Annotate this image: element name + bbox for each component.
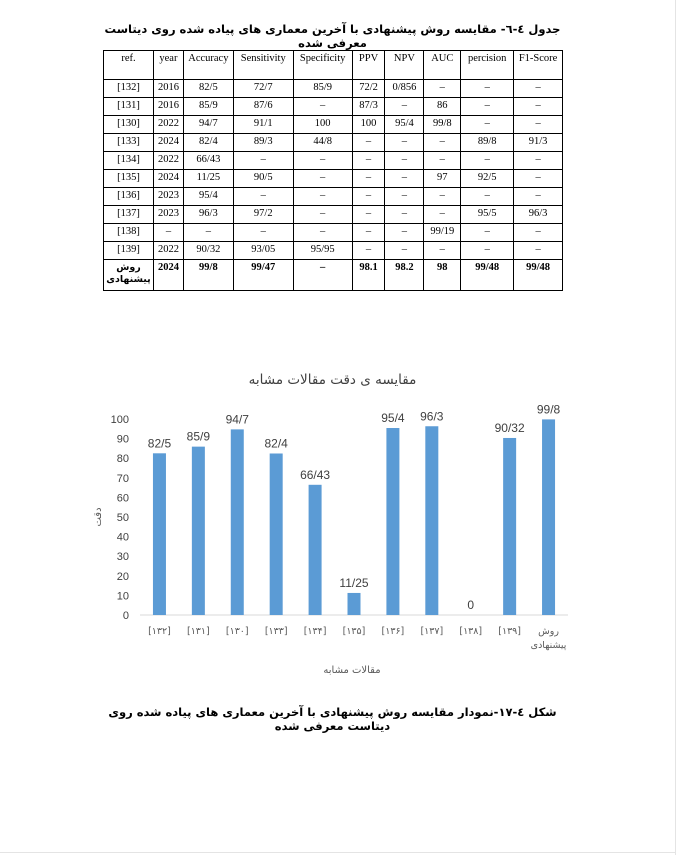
cell-year: 2022 [153, 116, 183, 134]
cell-sensitivity: 93/05 [233, 242, 293, 260]
cell-auc: – [424, 80, 461, 98]
x-tick-label: [۱۳۸] [459, 626, 483, 637]
bar [542, 419, 555, 615]
bar-value-label: 85/9 [186, 429, 211, 444]
cell-year: 2022 [153, 242, 183, 260]
cell-accuracy: 99/8 [183, 260, 233, 291]
cell-npv: – [385, 224, 424, 242]
cell-sensitivity: 89/3 [233, 134, 293, 152]
y-tick-label: 40 [116, 531, 129, 544]
cell-year: 2024 [153, 170, 183, 188]
x-tick-label: [۱۳۹] [498, 626, 522, 637]
cell-npv: 98.2 [385, 260, 424, 291]
cell-ref: [136] [104, 188, 154, 206]
x-tick-label: [۱۳۵] [342, 626, 366, 637]
header-precision: percision [461, 51, 514, 80]
cell-auc: – [424, 206, 461, 224]
cell-auc: – [424, 188, 461, 206]
bar-value-label: 99/8 [536, 402, 561, 417]
cell-specificity: 85/9 [293, 80, 352, 98]
cell-f1-score: 99/48 [514, 260, 563, 291]
cell-precision: 99/48 [461, 260, 514, 291]
x-tick-label: [۱۳۶] [381, 626, 405, 637]
cell-sensitivity: 72/7 [233, 80, 293, 98]
bar [270, 453, 283, 615]
cell-auc: – [424, 242, 461, 260]
cell-npv: – [385, 242, 424, 260]
cell-ref: روش پیشنهادی [104, 260, 154, 291]
y-tick-label: 0 [122, 610, 129, 622]
y-tick-label: 90 [116, 433, 129, 446]
cell-year: 2024 [153, 134, 183, 152]
bar-value-label: 94/7 [225, 412, 249, 427]
cell-sensitivity: 90/5 [233, 170, 293, 188]
cell-sensitivity: 91/1 [233, 116, 293, 134]
cell-accuracy: 82/4 [183, 134, 233, 152]
cell-ppv: – [352, 188, 385, 206]
header-auc: AUC [424, 51, 461, 80]
y-tick-label: 60 [116, 492, 129, 505]
cell-year: – [153, 224, 183, 242]
y-tick-label: 70 [116, 472, 129, 485]
y-tick-label: 80 [116, 453, 129, 466]
cell-accuracy: 90/32 [183, 242, 233, 260]
cell-accuracy: 11/25 [183, 170, 233, 188]
cell-sensitivity: 87/6 [233, 98, 293, 116]
cell-precision: 89/8 [461, 134, 514, 152]
bar-value-label: 82/4 [264, 436, 288, 451]
cell-accuracy: 85/9 [183, 98, 233, 116]
bar-value-label: 82/5 [147, 436, 172, 451]
cell-specificity: – [293, 260, 352, 291]
bar [386, 428, 399, 615]
bar [309, 485, 322, 615]
x-tick-label: [۱۳۷] [420, 626, 444, 637]
bar-value-label: 95/4 [381, 411, 405, 426]
cell-year: 2016 [153, 98, 183, 116]
header-accuracy: Accuracy [183, 51, 233, 80]
x-tick-label: [۱۳۳] [264, 626, 288, 637]
cell-year: 2024 [153, 260, 183, 291]
y-tick-label: 100 [110, 414, 129, 426]
cell-ppv: – [352, 242, 385, 260]
cell-specificity: – [293, 170, 352, 188]
cell-npv: – [385, 98, 424, 116]
chart-title: مقایسه ی دقت مقالات مشابه [248, 372, 417, 388]
cell-precision: – [461, 242, 514, 260]
cell-ppv: – [352, 134, 385, 152]
cell-npv: 0/856 [385, 80, 424, 98]
y-tick-label: 50 [116, 512, 129, 524]
cell-sensitivity: – [233, 188, 293, 206]
bar [192, 447, 205, 615]
header-sensitivity: Sensitivity [233, 51, 293, 80]
cell-accuracy: 95/4 [183, 188, 233, 206]
cell-ref: [133] [104, 134, 154, 152]
header-specificity: Specificity [293, 51, 352, 80]
cell-year: 2023 [153, 188, 183, 206]
cell-f1-score: – [514, 242, 563, 260]
cell-ppv: – [352, 152, 385, 170]
cell-ref: [135] [104, 170, 154, 188]
cell-precision: 92/5 [461, 170, 514, 188]
cell-ppv: 100 [352, 116, 385, 134]
y-axis-label: دقت [93, 507, 104, 527]
cell-precision: – [461, 188, 514, 206]
cell-specificity: – [293, 188, 352, 206]
cell-specificity: 44/8 [293, 134, 352, 152]
cell-auc: – [424, 152, 461, 170]
cell-ref: [139] [104, 242, 154, 260]
bar-value-label: 0 [467, 598, 475, 612]
cell-npv: – [385, 134, 424, 152]
cell-specificity: 95/95 [293, 242, 352, 260]
bar [503, 438, 516, 615]
cell-ppv: – [352, 206, 385, 224]
cell-year: 2022 [153, 152, 183, 170]
cell-ref: [138] [104, 224, 154, 242]
cell-ref: [131] [104, 98, 154, 116]
header-year: year [153, 51, 183, 80]
cell-specificity: – [293, 152, 352, 170]
bar-value-label: 66/43 [300, 467, 331, 482]
cell-sensitivity: 99/47 [233, 260, 293, 291]
cell-specificity: – [293, 224, 352, 242]
cell-precision: – [461, 224, 514, 242]
cell-precision: – [461, 152, 514, 170]
cell-precision: 95/5 [461, 206, 514, 224]
cell-accuracy: 94/7 [183, 116, 233, 134]
cell-sensitivity: 97/2 [233, 206, 293, 224]
y-tick-label: 30 [116, 551, 129, 564]
bar-value-label: 11/25 [339, 575, 369, 590]
x-tick-label: [۱۳۰] [225, 626, 249, 637]
cell-f1-score: – [514, 152, 563, 170]
cell-f1-score: – [514, 188, 563, 206]
cell-precision: – [461, 98, 514, 116]
cell-sensitivity: – [233, 152, 293, 170]
cell-npv: 95/4 [385, 116, 424, 134]
cell-accuracy: – [183, 224, 233, 242]
cell-specificity: – [293, 206, 352, 224]
page-edge-bottom [0, 852, 676, 853]
cell-auc: 86 [424, 98, 461, 116]
bar [425, 426, 438, 615]
header-f1-score: F1-Score [514, 51, 563, 80]
cell-auc: 97 [424, 170, 461, 188]
x-axis-ticks [148, 626, 567, 651]
cell-f1-score: 91/3 [514, 134, 563, 152]
cell-f1-score: – [514, 170, 563, 188]
bar-value-label: 90/32 [494, 420, 525, 435]
cell-sensitivity: – [233, 224, 293, 242]
cell-npv: – [385, 152, 424, 170]
table-caption: جدول ٤-٦- مقایسه روش پیشنهادی با آخرین معماری های پیاده شده روی دیتاست معرفی شده [104, 22, 561, 50]
cell-specificity: 100 [293, 116, 352, 134]
cell-auc: 99/8 [424, 116, 461, 134]
cell-ref: [134] [104, 152, 154, 170]
x-tick-label: [۱۳۴] [303, 626, 327, 637]
cell-npv: – [385, 206, 424, 224]
cell-ppv: 98.1 [352, 260, 385, 291]
cell-f1-score: – [514, 116, 563, 134]
cell-auc: 98 [424, 260, 461, 291]
cell-accuracy: 96/3 [183, 206, 233, 224]
bar [231, 429, 244, 615]
cell-specificity: – [293, 98, 352, 116]
cell-f1-score: – [514, 98, 563, 116]
figure-caption: شکل ٤-١٧-نمودار مقایسه روش پیشنهادی با آخرین معماری های پیاده شده روی دیتاست معرفی شده [108, 705, 557, 733]
cell-auc: 99/19 [424, 224, 461, 242]
y-tick-label: 10 [116, 590, 129, 603]
cell-ppv: – [352, 224, 385, 242]
bar-data-labels [148, 402, 561, 612]
cell-ppv: – [352, 170, 385, 188]
cell-auc: – [424, 134, 461, 152]
cell-npv: – [385, 170, 424, 188]
cell-f1-score: – [514, 224, 563, 242]
cell-f1-score: – [514, 80, 563, 98]
cell-ppv: 72/2 [352, 80, 385, 98]
cell-npv: – [385, 188, 424, 206]
bar [153, 453, 166, 615]
cell-ppv: 87/3 [352, 98, 385, 116]
bar [348, 593, 361, 615]
cell-f1-score: 96/3 [514, 206, 563, 224]
cell-precision: – [461, 80, 514, 98]
cell-ref: [137] [104, 206, 154, 224]
x-axis-label: مقالات مشابه [323, 665, 381, 676]
y-tick-label: 20 [116, 570, 129, 583]
x-tick-label: روش پیشنهادی [530, 626, 567, 651]
x-tick-label: [۱۳۲] [148, 626, 171, 637]
cell-accuracy: 82/5 [183, 80, 233, 98]
cell-precision: – [461, 116, 514, 134]
bar-value-label: 96/3 [420, 409, 444, 424]
cell-ref: [132] [104, 80, 154, 98]
header-ref: ref. [104, 51, 154, 80]
cell-ref: [130] [104, 116, 154, 134]
cell-year: 2023 [153, 206, 183, 224]
x-tick-label: [۱۳۱] [186, 626, 210, 637]
cell-accuracy: 66/43 [183, 152, 233, 170]
y-axis-ticks [111, 414, 129, 622]
cell-year: 2016 [153, 80, 183, 98]
header-ppv: PPV [352, 51, 385, 80]
header-npv: NPV [385, 51, 424, 80]
